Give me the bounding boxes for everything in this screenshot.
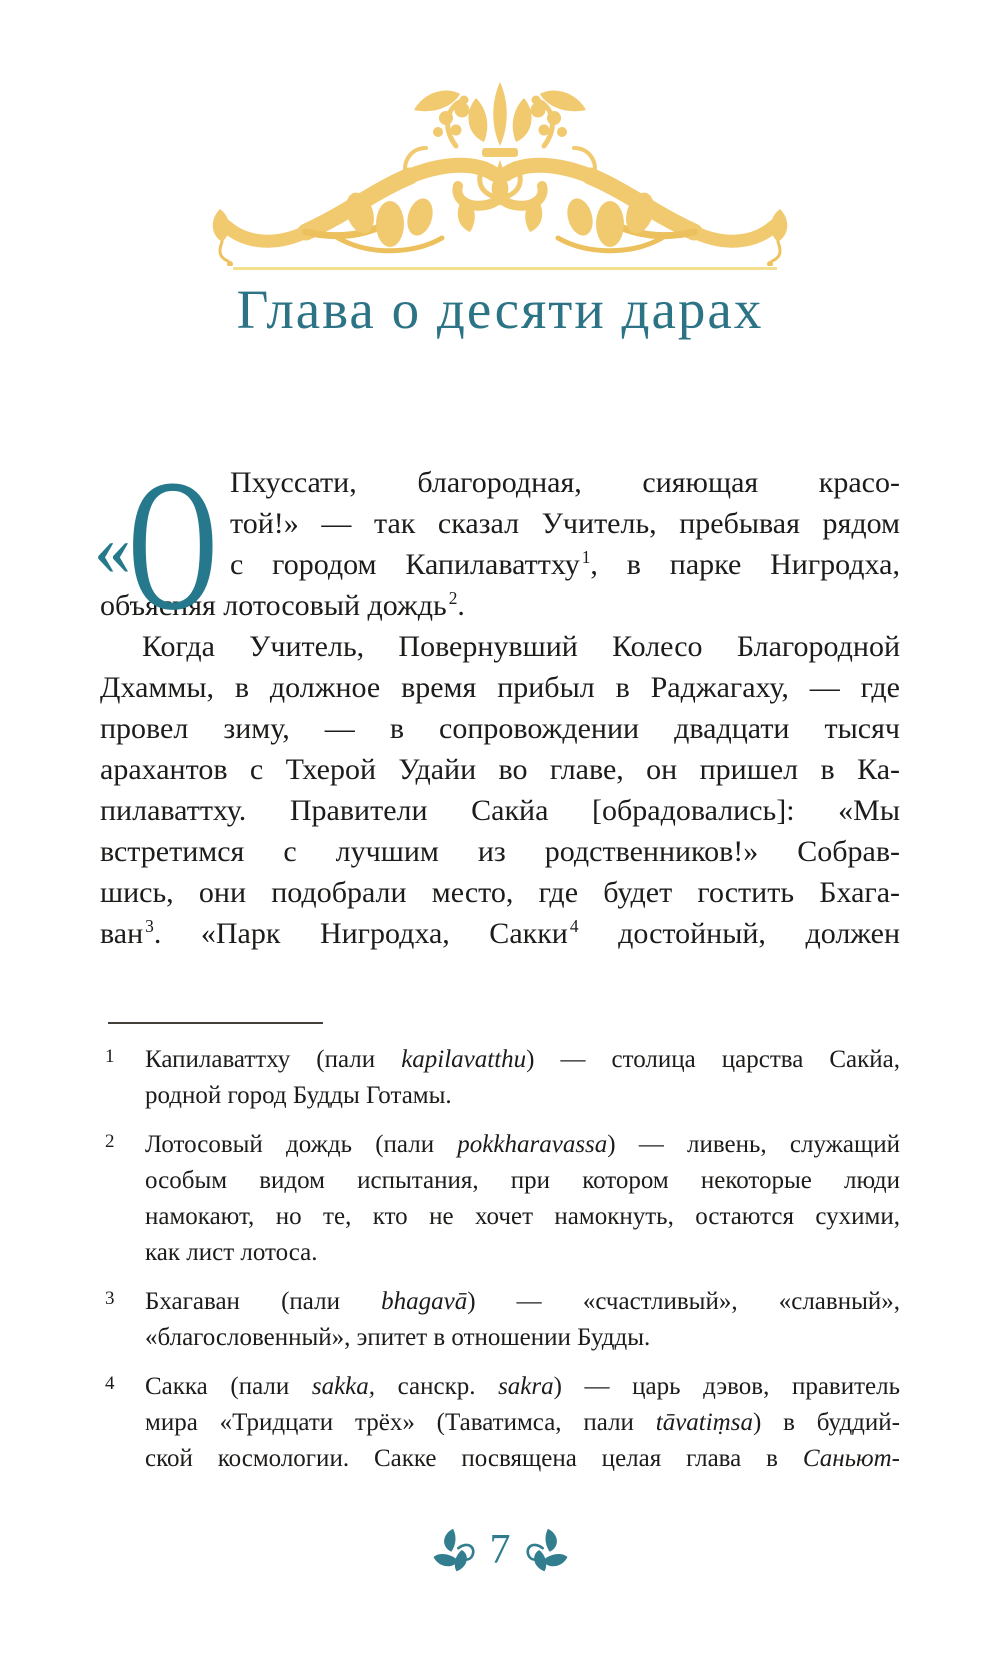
text-segment: достойный, должен bbox=[578, 917, 900, 950]
text-segment: kapilavatthu bbox=[401, 1046, 527, 1073]
header-flourish-icon bbox=[210, 76, 790, 266]
footnote-reference: 4 bbox=[569, 916, 579, 936]
footer-flourish-right-icon bbox=[525, 1527, 571, 1573]
footnote-1 bbox=[100, 1042, 900, 1114]
text-line bbox=[100, 872, 900, 913]
text-line bbox=[100, 667, 900, 708]
footnote-4 bbox=[100, 1369, 900, 1477]
text-line bbox=[100, 831, 900, 872]
text-line bbox=[100, 708, 900, 749]
text-segment: санскр. bbox=[375, 1373, 499, 1400]
text-segment: Пхуссати, благородная, сияющая красо- bbox=[230, 466, 900, 499]
drop-cap-wrapped-lines bbox=[100, 462, 900, 585]
text-segment: . «Парк Нигродха, Сакки bbox=[153, 917, 568, 950]
text-segment: ) — столица царства Сакйа, bbox=[526, 1046, 900, 1073]
text-segment: ) в буддий- bbox=[752, 1409, 900, 1436]
text-segment: с городом Капилаваттху bbox=[230, 548, 580, 581]
text-segment: объясняя лотосовый дождь bbox=[100, 589, 447, 622]
page-footer bbox=[0, 1524, 1000, 1576]
footer-flourish-left-icon bbox=[430, 1527, 476, 1573]
footnote-number: 4 bbox=[105, 1373, 115, 1394]
footnote-text bbox=[145, 1284, 900, 1356]
drop-cap-letter: О bbox=[128, 440, 218, 649]
text-segment: особым видом испытания, при котором некоторые люди bbox=[145, 1167, 900, 1194]
text-line bbox=[145, 1284, 900, 1320]
body-text bbox=[94, 440, 900, 954]
text-line bbox=[100, 790, 900, 831]
text-line bbox=[100, 626, 900, 667]
gold-divider-rule bbox=[233, 267, 777, 270]
text-line bbox=[145, 1163, 900, 1199]
text-line bbox=[145, 1042, 900, 1078]
text-line bbox=[230, 544, 900, 585]
text-segment: шись, они подобрали место, где будет гостить Бхага- bbox=[100, 876, 900, 909]
text-segment: , в парке Нигродха, bbox=[590, 548, 900, 581]
text-segment: арахантов с Тхерой Удайи во главе, он пришел в Ка- bbox=[100, 753, 900, 786]
text-segment: Капилаваттху (пали bbox=[145, 1046, 402, 1073]
text-line bbox=[145, 1405, 900, 1441]
text-segment: ) — «счастливый», «славный», bbox=[467, 1288, 900, 1315]
text-line bbox=[230, 462, 900, 503]
text-segment: мира «Тридцати трёх» (Таватимса, пали bbox=[145, 1409, 656, 1436]
text-segment: Сакка (пали bbox=[145, 1373, 312, 1400]
text-segment: sakka, bbox=[311, 1373, 376, 1400]
footnote-number: 2 bbox=[105, 1131, 115, 1152]
text-line bbox=[145, 1078, 900, 1114]
drop-cap-quote: « bbox=[94, 509, 131, 591]
footnote-text bbox=[145, 1042, 900, 1114]
paragraph-rest-lines bbox=[100, 585, 900, 626]
text-line bbox=[145, 1235, 900, 1271]
footnote-reference: 2 bbox=[448, 588, 458, 608]
footnote-2 bbox=[100, 1127, 900, 1271]
text-line bbox=[100, 585, 900, 626]
footnote-text bbox=[145, 1127, 900, 1271]
text-segment: ) — царь дэвов, правитель bbox=[553, 1373, 900, 1400]
text-segment: . bbox=[457, 589, 465, 622]
footnote-separator-rule bbox=[108, 1022, 323, 1024]
text-segment: pokkharavassa bbox=[457, 1131, 608, 1158]
text-segment: той!» — так сказал Учитель, пребывая рядом bbox=[230, 507, 900, 540]
text-line bbox=[230, 503, 900, 544]
text-line bbox=[145, 1199, 900, 1235]
footnote-3 bbox=[100, 1284, 900, 1356]
text-segment: Бхагаван (пали bbox=[145, 1288, 382, 1315]
footnote-number: 3 bbox=[105, 1288, 115, 1309]
text-line bbox=[145, 1320, 900, 1356]
footnote-number: 1 bbox=[105, 1046, 115, 1067]
footnotes-block bbox=[100, 1042, 900, 1490]
chapter-title: Глава о десяти дарах bbox=[236, 279, 764, 340]
text-segment: Когда Учитель, Повернувший Колесо Благородной bbox=[142, 630, 900, 663]
text-segment: пилаваттху. Правители Сакйа [обрадовались]: «Мы bbox=[100, 794, 900, 827]
text-line bbox=[145, 1441, 900, 1477]
text-line bbox=[145, 1369, 900, 1405]
text-segment: sakra bbox=[498, 1373, 554, 1400]
text-line bbox=[100, 749, 900, 790]
text-segment: tāvatiṃsa bbox=[655, 1409, 753, 1436]
text-segment: «благословенный», эпитет в отношении Будды. bbox=[145, 1324, 651, 1351]
text-segment: Лотосовый дождь (пали bbox=[145, 1131, 458, 1158]
text-segment: ской космологии. Сакке посвящена целая глава в bbox=[145, 1445, 803, 1472]
text-segment: ван bbox=[100, 917, 144, 950]
text-segment: Дхаммы, в должное время прибыл в Раджагаху, — где bbox=[100, 671, 900, 704]
text-segment: родной город Будды Готамы. bbox=[145, 1082, 452, 1109]
text-segment: bhagavā bbox=[381, 1288, 468, 1315]
footnote-text bbox=[145, 1369, 900, 1477]
page-number: 7 bbox=[489, 1527, 511, 1573]
footnote-reference: 3 bbox=[145, 916, 154, 936]
footnote-reference: 1 bbox=[581, 547, 591, 567]
text-segment: Саньют- bbox=[802, 1445, 900, 1472]
text-segment: встретимся с лучшим из родственников!» Собрав- bbox=[100, 835, 900, 868]
text-segment: ) — ливень, служащий bbox=[607, 1131, 900, 1158]
text-line bbox=[100, 913, 900, 954]
text-segment: как лист лотоса. bbox=[145, 1239, 318, 1266]
text-segment: намокают, но те, кто не хочет намокнуть, остаются сухими, bbox=[145, 1203, 900, 1230]
text-segment: провел зиму, — в сопровождении двадцати тысяч bbox=[100, 712, 900, 745]
paragraph-second bbox=[100, 626, 900, 954]
text-line bbox=[145, 1127, 900, 1163]
